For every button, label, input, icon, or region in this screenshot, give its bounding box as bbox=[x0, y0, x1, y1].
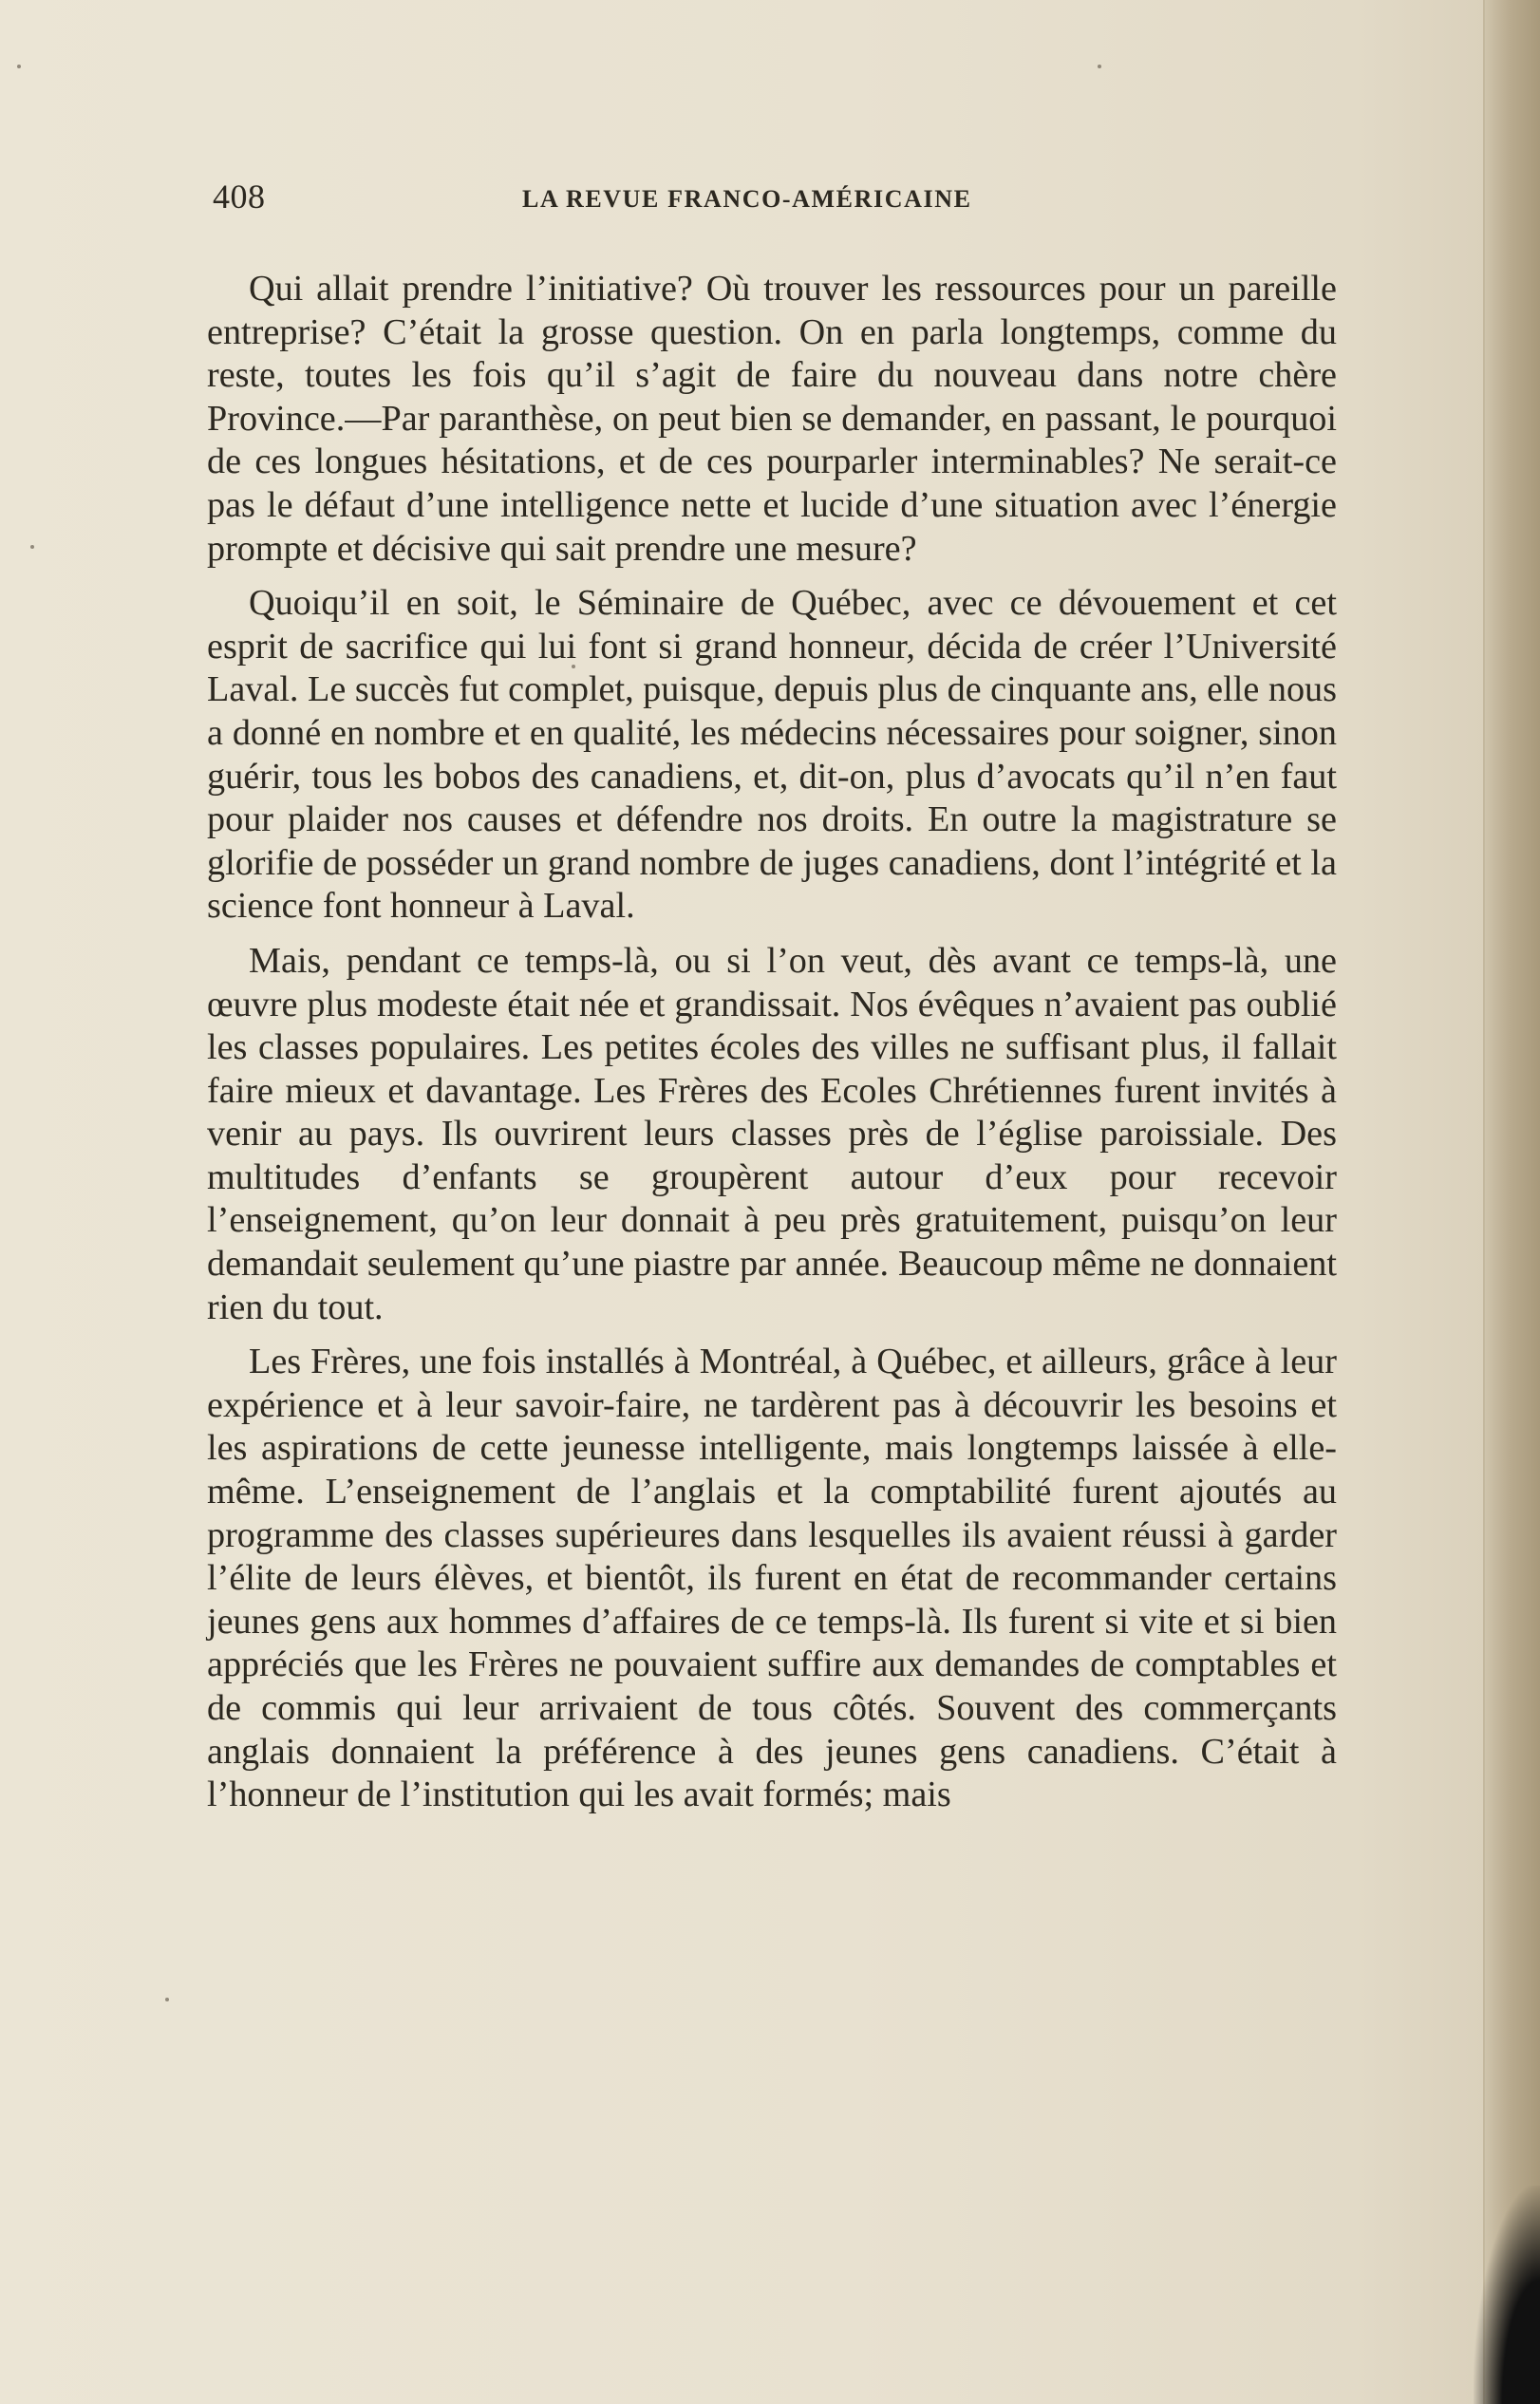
book-gutter bbox=[1483, 0, 1540, 2404]
paragraph-4: Les Frères, une fois installés à Montréal, à Québec, et ailleurs, grâce à leur expérience et à leur savoir-faire, ne tardèrent pas à découvrir les besoins et les aspirations de cette jeunesse intelligente, mais longtemps laissée à elle-même. L’enseignement de l’anglais et la comptabilité furent ajoutés au programme des classes supérieures dans lesquelles ils avaient réussi à garder l’élite de leurs élèves, et bientôt, ils furent en état de recommander certains jeunes gens aux hommes d’affaires de ce temps-là. Ils furent si vite et si bien appréciés que les Frères ne pouvaient suffire aux demandes de comptables et de commis qui leur arrivaient de tous côtés. Souvent des commerçants anglais donnaient la préférence à des jeunes gens canadiens. C’était à l’honneur de l’institution qui les avait formés; mais bbox=[207, 1342, 1337, 1815]
journal-title: LA REVUE FRANCO-AMÉRICAINE bbox=[522, 185, 972, 213]
gutter-shadow bbox=[1474, 2186, 1540, 2404]
article-body bbox=[207, 268, 1337, 1829]
paragraph-3: Mais, pendant ce temps-là, ou si l’on veut, dès avant ce temps-là, une œuvre plus modeste était née et grandissait. Nos évêques n’avaient pas oublié les classes populaires. Les petites écoles des villes ne suffisant plus, il fallait faire mieux et davantage. Les Frères des Ecoles Chrétiennes furent invités à venir au pays. Ils ouvrirent leurs classes près de l’église paroissiale. Des multitudes d’enfants se groupèrent autour d’eux pour recevoir l’enseignement, qu’on leur donnait à peu près gratuitement, puisqu’on leur demandait seulement qu’une piastre par année. Beaucoup même ne donnaient rien du tout. bbox=[207, 940, 1337, 1327]
paragraph-1: Qui allait prendre l’initiative? Où trouver les ressources pour un pareille entreprise? C’était la grosse question. On en parla longtemps, comme du reste, toutes les fois qu’il s’agit de faire du nouveau dans notre chère Province.—Par paranthèse, on peut bien se demander, en passant, le pourquoi de ces longues hésitations, et de ces pourparler interminables? Ne serait-ce pas le défaut d’une intelligence nette et lucide d’une situation avec l’énergie prompte et décisive qui sait prendre une mesure? bbox=[207, 269, 1337, 569]
page-number: 408 bbox=[213, 178, 266, 216]
paper-speck bbox=[165, 1998, 169, 2001]
running-head bbox=[207, 177, 1337, 224]
paper-speck bbox=[17, 65, 21, 68]
paper-speck bbox=[30, 545, 34, 549]
paragraph-2: Quoiqu’il en soit, le Séminaire de Québec, avec ce dévouement et cet esprit de sacrifice qui lui font si grand honneur, décida de créer l’Université Laval. Le succès fut complet, puisque, depuis plus de cinquante ans, elle nous a donné en nombre et en qualité, les médecins nécessaires pour soigner, sinon guérir, tous les bobos des canadiens, et, dit-on, plus d’avocats qu’il n’en faut pour plaider nos causes et défendre nos droits. En outre la magistrature se glorifie de posséder un grand nombre de juges canadiens, dont l’intégrité et la science font honneur à Laval. bbox=[207, 583, 1337, 927]
paper-speck bbox=[1098, 65, 1101, 68]
